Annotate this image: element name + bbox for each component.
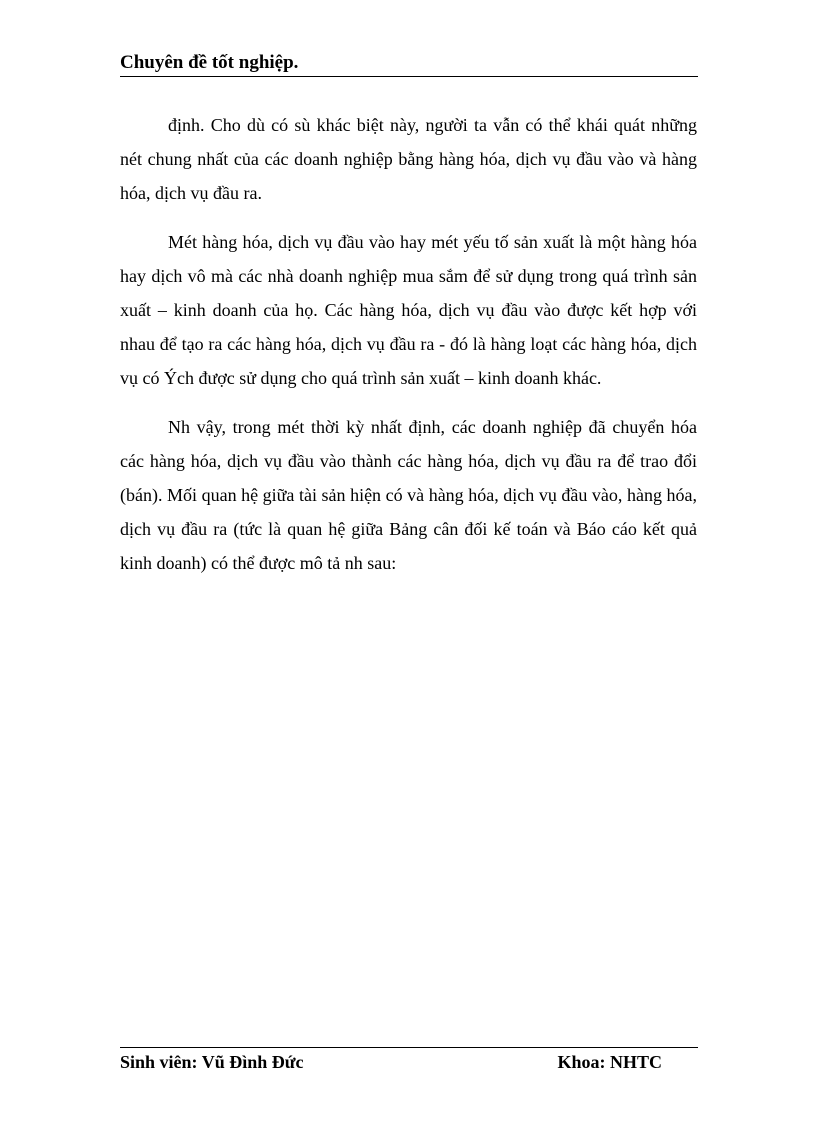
paragraph-continuation: định. Cho dù có sù khác biệt này, người ta vẫn có thể khái quát những nét chung nhất của các doanh nghiệp bằng hàng hóa, dịch vụ đầu vào và hàng hóa, dịch vụ đầu ra. (120, 115, 697, 203)
header-title: Chuyên đề tốt nghiệp. (120, 52, 299, 73)
body-text (120, 108, 697, 595)
page-footer (120, 1047, 698, 1076)
page-header (120, 50, 698, 77)
paragraph-inputs-definition: Mét hàng hóa, dịch vụ đầu vào hay mét yếu tố sản xuất là một hàng hóa hay dịch vô mà các nhà doanh nghiệp mua sắm để sử dụng trong quá trình sản xuất – kinh doanh của họ. Các hàng hóa, dịch vụ đầu vào được kết hợp với nhau để tạo ra các hàng hóa, dịch vụ đầu ra - đó là hàng loạt các hàng hóa, dịch vụ có Ých được sử dụng cho quá trình sản xuất – kinh doanh khác. (120, 232, 697, 388)
footer-faculty: Khoa: NHTC (557, 1052, 662, 1072)
paragraph-relationship: Nh vậy, trong mét thời kỳ nhất định, các doanh nghiệp đã chuyển hóa các hàng hóa, dịch vụ đầu vào thành các hàng hóa, dịch vụ đầu ra để trao đổi (bán). Mối quan hệ giữa tài sản hiện có và hàng hóa, dịch vụ đầu vào, hàng hóa, dịch vụ đầu ra (tức là quan hệ giữa Bảng cân đối kế toán và Báo cáo kết quả kinh doanh) có thể được mô tả nh sau: (120, 417, 697, 573)
footer-student: Sinh viên: Vũ Đình Đức (120, 1052, 304, 1072)
